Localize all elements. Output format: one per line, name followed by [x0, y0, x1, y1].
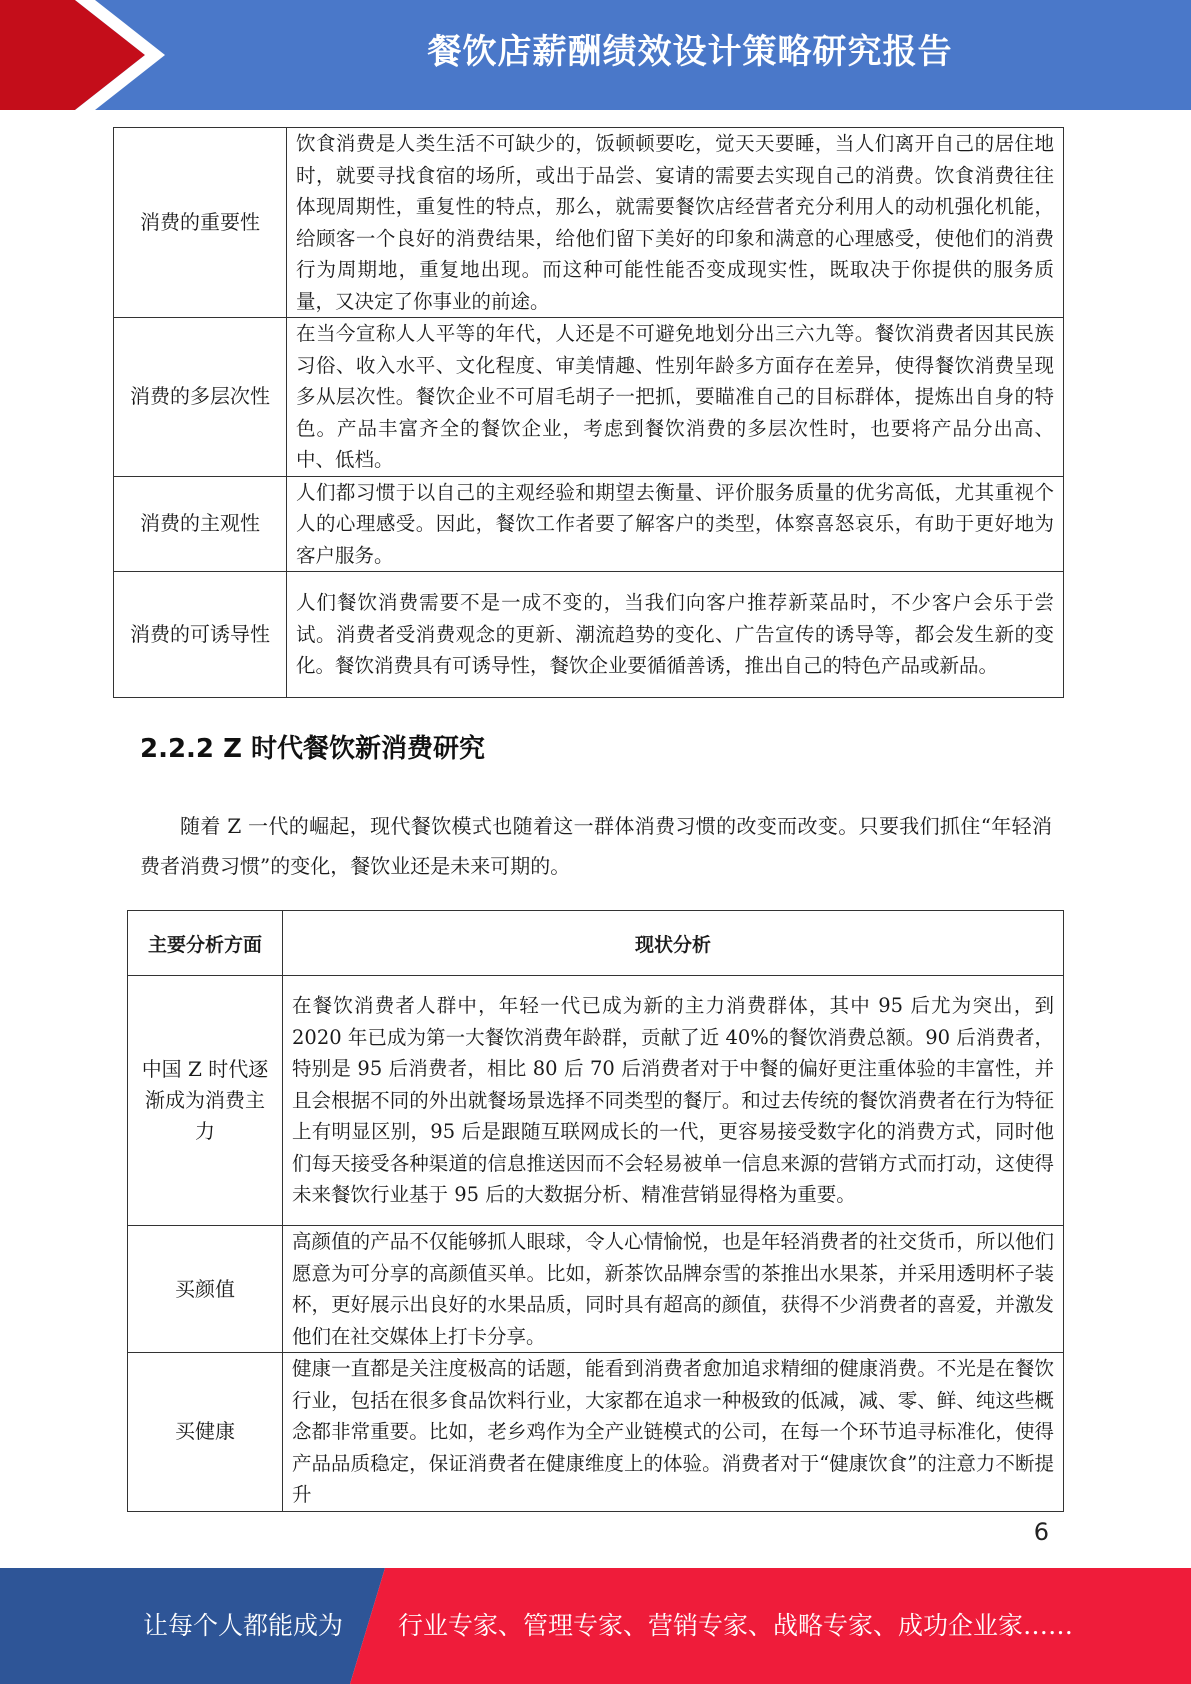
row-label: 买健康 — [128, 1353, 283, 1512]
header-title: 餐饮店薪酬绩效设计策略研究报告 — [427, 32, 953, 72]
row-label: 消费的多层次性 — [114, 318, 287, 477]
table-row — [114, 476, 1064, 572]
row-label: 消费的主观性 — [114, 476, 287, 572]
footer-slogan-left: 让每个人都能成为 — [143, 1611, 344, 1640]
section-heading: 2.2.2 Z 时代餐饮新消费研究 — [140, 734, 485, 764]
table-row — [128, 1353, 1064, 1512]
row-label: 消费的可诱导性 — [114, 572, 287, 698]
page-footer — [0, 1568, 1191, 1684]
z-generation-analysis-table — [127, 910, 1064, 1512]
column-header: 主要分析方面 — [128, 911, 283, 976]
page-number: 6 — [1033, 1518, 1049, 1546]
row-label: 消费的重要性 — [114, 128, 287, 318]
table-row — [114, 572, 1064, 698]
footer-slogan-right: 行业专家、管理专家、营销专家、战略专家、成功企业家…… — [398, 1611, 1074, 1640]
table-row — [128, 1226, 1064, 1353]
column-header: 现状分析 — [283, 911, 1064, 976]
table-row — [114, 318, 1064, 477]
row-text: 健康一直都是关注度极高的话题，能看到消费者愈加追求精细的健康消费。不光是在餐饮行业，包括在很多食品饮料行业，大家都在追求一种极致的低减，减、零、鲜、纯这些概念都非常重要。比如，老乡鸡作为全产业链模式的公司，在每一个环节追寻标准化，使得产品品质稳定，保证消费者在健康维度上的体验。消费者对于“健康饮食”的注意力不断提升 — [283, 1353, 1064, 1512]
table-header-row — [128, 911, 1064, 976]
row-text: 人们餐饮消费需要不是一成不变的，当我们向客户推荐新菜品时，不少客户会乐于尝试。消费者受消费观念的更新、潮流趋势的变化、广告宣传的诱导等，都会发生新的变化。餐饮消费具有可诱导性，餐饮企业要循循善诱，推出自己的特色产品或新品。 — [287, 572, 1064, 698]
section-intro-paragraph: 随着 Z 一代的崛起，现代餐饮模式也随着这一群体消费习惯的改变而改变。只要我们抓住“年轻消费者消费习惯”的变化，餐饮业还是未来可期的。 — [140, 814, 1052, 878]
consumption-characteristics-table — [113, 127, 1064, 698]
row-text: 饮食消费是人类生活不可缺少的，饭顿顿要吃，觉天天要睡，当人们离开自己的居住地时，就要寻找食宿的场所，或出于品尝、宴请的需要去实现自己的消费。饮食消费往往体现周期性，重复性的特点，那么，就需要餐饮店经营者充分利用人的动机强化机能，给顾客一个良好的消费结果，给他们留下美好的印象和满意的心理感受，使他们的消费行为周期地，重复地出现。而这种可能性能否变成现实性，既取决于你提供的服务质量，又决定了你事业的前途。 — [287, 128, 1064, 318]
table-row — [114, 128, 1064, 318]
row-label: 中国 Z 时代逐渐成为消费主力 — [128, 976, 283, 1226]
row-text: 人们都习惯于以自己的主观经验和期望去衡量、评价服务质量的优劣高低，尤其重视个人的心理感受。因此，餐饮工作者要了解客户的类型，体察喜怒哀乐，有助于更好地为客户服务。 — [287, 476, 1064, 572]
row-text: 高颜值的产品不仅能够抓人眼球，令人心情愉悦，也是年轻消费者的社交货币，所以他们愿意为可分享的高颜值买单。比如，新茶饮品牌奈雪的茶推出水果茶，并采用透明杯子装杯，更好展示出良好的水果品质，同时具有超高的颜值，获得不少消费者的喜爱，并激发他们在社交媒体上打卡分享。 — [283, 1226, 1064, 1353]
row-text: 在当今宣称人人平等的年代，人还是不可避免地划分出三六九等。餐饮消费者因其民族习俗、收入水平、文化程度、审美情趣、性别年龄多方面存在差异，使得餐饮消费呈现多从层次性。餐饮企业不可眉毛胡子一把抓，要瞄准自己的目标群体，提炼出自身的特色。产品丰富齐全的餐饮企业，考虑到餐饮消费的多层次性时，也要将产品分出高、中、低档。 — [287, 318, 1064, 477]
row-label: 买颜值 — [128, 1226, 283, 1353]
row-text: 在餐饮消费者人群中，年轻一代已成为新的主力消费群体，其中 95 后尤为突出，到 2020 年已成为第一大餐饮消费年龄群，贡献了近 40%的餐饮消费总额。90 后消费者，特别是 95 后消费者，相比 80 后 70 后消费者对于中餐的偏好更注重体验的丰富性，并且会根据不同的外出就餐场景选择不同类型的餐厅。和过去传统的餐饮消费者在行为特征上有明显区别，95 后是跟随互联网成长的一代，更容易接受数字化的消费方式，同时他们每天接受各种渠道的信息推送因而不会轻易被单一信息来源的营销方式而打动，这使得未来餐饮行业基于 95 后的大数据分析、精准营销显得格为重要。 — [283, 976, 1064, 1226]
table-row — [128, 976, 1064, 1226]
page-header — [0, 0, 1191, 110]
